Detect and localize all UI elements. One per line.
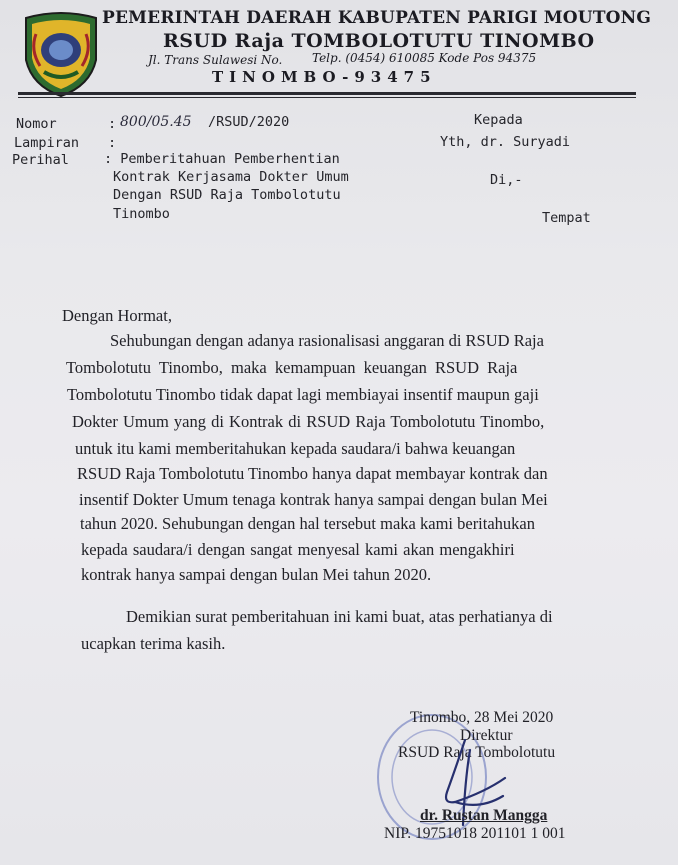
header-rule-thin	[18, 97, 636, 98]
body-line: untuk itu kami memberitahukan kepada saudara/i bahwa keuangan	[75, 439, 516, 458]
body-line: Dokter Umum yang di Kontrak di RSUD Raja Tombolotutu Tinombo,	[72, 412, 545, 431]
nomor-label: Nomor	[16, 116, 57, 132]
body-line: Sehubungan dengan adanya rasionalisasi anggaran di RSUD Raja	[110, 331, 544, 350]
perihal-line: : Pemberitahuan Pemberhentian	[104, 151, 340, 167]
body-line: kepada saudara/i dengan sangat menyesal kami akan mengakhiri	[81, 540, 515, 559]
header-rule-thick	[18, 92, 636, 95]
recipient-name: Yth, dr. Suryadi	[440, 134, 571, 150]
body-line: insentif Dokter Umum tenaga kontrak hanya sampai dengan bulan Mei	[79, 490, 548, 509]
signatory-nip: NIP. 19751018 201101 1 001	[384, 825, 566, 842]
signature-title: Direktur	[460, 727, 513, 744]
body-line: kontrak hanya sampai dengan bulan Mei tahun 2020.	[81, 565, 432, 584]
body-line: Tombolotutu Tinombo tidak dapat lagi membiayai insentif maupun gaji	[67, 385, 539, 404]
body-line: RSUD Raja Tombolotutu Tinombo hanya dapat membayar kontrak dan	[77, 464, 548, 483]
recipient-tempat: Tempat	[542, 210, 591, 226]
letterhead-city: TINOMBO-93475	[212, 68, 437, 86]
letterhead-address: Jl. Trans Sulawesi No.	[148, 53, 283, 67]
letterhead-hospital: RSUD Raja TOMBOLOTUTU TINOMBO	[163, 30, 595, 52]
perihal-label: Perihal	[12, 152, 69, 168]
recipient-kepada: Kepada	[474, 112, 523, 128]
closing-line: Demikian surat pemberitahuan ini kami buat, atas perhatianya di	[126, 607, 553, 626]
signatory-name: dr. Rustan Mangga	[420, 807, 548, 824]
recipient-di: Di,-	[490, 172, 523, 188]
signature-place-date: Tinombo, 28 Mei 2020	[410, 709, 554, 726]
body-line: tahun 2020. Sehubungan dengan hal tersebut maka kami beritahukan	[80, 514, 535, 533]
lampiran-colon: :	[108, 135, 117, 151]
closing-line: ucapkan terima kasih.	[81, 634, 226, 653]
nomor-colon: :	[108, 116, 117, 132]
lampiran-label: Lampiran	[14, 135, 80, 151]
nomor-handwritten: 800/05.45	[120, 114, 192, 130]
greeting: Dengan Hormat,	[62, 306, 172, 325]
perihal-line: Tinombo	[113, 206, 170, 222]
signature-institution: RSUD Raja Tombolotutu	[398, 744, 556, 761]
perihal-line: Dengan RSUD Raja Tombolotutu	[113, 187, 341, 203]
nomor-suffix: /RSUD/2020	[208, 114, 290, 130]
perihal-line: Kontrak Kerjasama Dokter Umum	[113, 169, 349, 185]
regency-emblem-icon	[20, 10, 102, 98]
letterhead-government: PEMERINTAH DAERAH KABUPATEN PARIGI MOUTONG	[102, 8, 652, 28]
body-line: Tombolotutu Tinombo, maka kemampuan keuangan RSUD Raja	[66, 358, 518, 377]
letterhead-contact: Telp. (0454) 610085 Kode Pos 94375	[312, 51, 537, 65]
